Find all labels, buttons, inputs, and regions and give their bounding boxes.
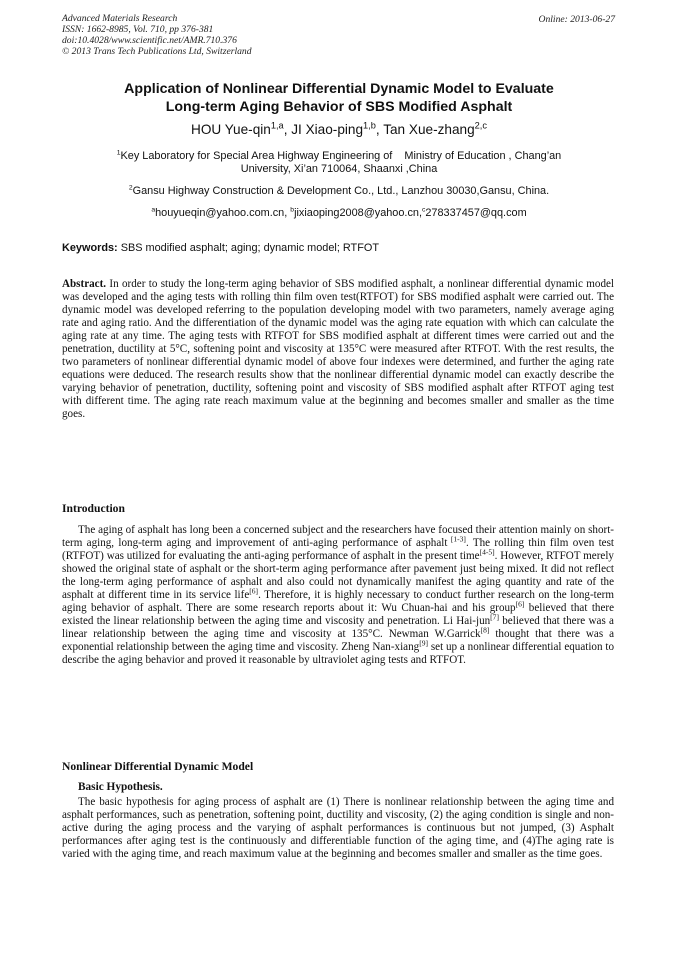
introduction-body <box>62 524 614 668</box>
author-affil-sup: 1,a <box>270 120 284 131</box>
email-address[interactable]: 278337457@qq.com <box>425 207 527 219</box>
title-line-2: Long-term Aging Behavior of SBS Modified Asphalt <box>165 98 513 115</box>
email-sup: b <box>290 206 295 214</box>
section-heading-model: Nonlinear Differential Dynamic Model <box>62 760 254 773</box>
introduction-paragraph <box>62 524 614 668</box>
intro-text: The aging of asphalt has long been a concerned subject and the researchers have focused their attention mainly on short-term aging, long-term aging and improvement of anti-aging performance of asphalt <box>62 524 614 550</box>
abstract <box>62 278 614 422</box>
author-name: JI Xiao-ping <box>291 122 364 137</box>
issn-line: ISSN: 1662-8985, Vol. 710, pp 376-381 <box>62 23 214 35</box>
journal-name: Advanced Materials Research <box>62 13 178 24</box>
title-line-1: Application of Nonlinear Differential Dynamic Model to Evaluate <box>124 81 554 97</box>
citation-ref[interactable]: [7] <box>490 612 499 622</box>
intro-text: believed that there existed the linear relationship between the aging time and viscosity and penetration. Li Hai-jun <box>62 602 614 628</box>
author-affil-sup: 1,b <box>363 120 376 131</box>
affiliation-line: University, Xi’an 710064, Shaanxi ,China <box>240 163 438 176</box>
copyright-line: © 2013 Trans Tech Publications Ltd, Switzerland <box>62 45 252 57</box>
intro-text: set up a nonlinear differential equation to describe the aging behavior and proved it reasonable by ultraviolet aging tests and RTFOT. <box>62 641 614 667</box>
affiliation-sup: 1 <box>116 149 121 157</box>
email-sup: a <box>151 206 156 214</box>
abstract-text: In order to study the long-term aging behavior of SBS modified asphalt, a nonlinear differential dynamic model was developed and the aging tests with rolling thin film oven test(RTFOT) for SBS modified asphalt were carried out. The dynamic model was developed referring to the population developing model with two parameters, namely average aging rate and aging ratio. And the differentiation of the dynamic model was the aging rate equation with which can calculate the aging rate at any time. The aging tests with RTFOT for SBS modified asphalt at different times were carried out and the penetration, ductility at 5°C, softening point and viscosity at 135°C were measured after RTFOT. With the rest results, the two parameters of nonlinear differential dynamic model of above four indexes were determined, and further the aging rate equations were deduced. The research results show that the nonlinear differential dynamic model can exactly describe the varying behavior of penetration, ductility, softening point and viscosity of SBS modified asphalt after RTFOT aging test with different time. The aging rate reach maximum value at the beginning and becomes smaller and smaller as the time goes. <box>62 278 614 421</box>
affiliation-line: Key Laboratory for Special Area Highway Engineering of Ministry of Education , Chang’an <box>120 150 562 162</box>
section-heading-introduction: Introduction <box>62 502 125 515</box>
citation-ref[interactable]: [6] <box>249 586 259 596</box>
citation-ref[interactable]: [1-3] <box>447 534 466 544</box>
subsection-heading-hypothesis: Basic Hypothesis. <box>78 781 163 793</box>
keywords-text: SBS modified asphalt; aging; dynamic model; RTFOT <box>117 242 379 254</box>
email-sup: c <box>421 206 426 214</box>
email-address[interactable]: houyueqin@yahoo.com.cn, <box>155 207 291 219</box>
author-affil-sup: 2,c <box>474 120 487 131</box>
citation-ref[interactable]: [6] <box>515 599 525 609</box>
intro-text: . The rolling thin film oven test (RTFOT) was utilized for evaluating the anti-aging performance of asphalt in the present time <box>62 537 614 563</box>
hypothesis-paragraph: The basic hypothesis for aging process of asphalt are (1) There is nonlinear relationship between the aging time and asphalt performances, such as penetration, softening point, ductility and viscosity, (2) the aging condition is single and non-active during the aging process and the varying of asphalt performances is continuous but not jumped, (3) Asphalt performances after aging test is the continuously and differentiable function of the aging time, and (4)The aging rate is varied with the aging time, and reach maximum value at the beginning and becomes smaller and smaller as the time goes. <box>62 796 614 861</box>
author-name: Tan Xue-zhang <box>383 122 475 137</box>
author-separator: , <box>283 122 292 137</box>
email-address[interactable]: jixiaoping2008@yahoo.cn, <box>294 207 422 219</box>
online-date: Online: 2013-06-27 <box>538 14 615 25</box>
affiliation-2 <box>62 185 616 198</box>
citation-ref[interactable]: [4-5] <box>479 547 495 557</box>
email-line <box>62 207 616 220</box>
author-name: HOU Yue-qin <box>191 122 271 137</box>
intro-text: thought that there was a exponential relationship between the aging time and viscosity. Zheng Nan-xiang <box>62 628 615 654</box>
intro-text: . However, RTFOT merely showed the original state of asphalt or the short-term aging performance after pavement just being mixed. It did not reflect the long-term aging performance of asphalt and also could not dynamically manifest the aging quantity and rate of the asphalt at different time in its service life <box>62 550 614 602</box>
affiliation-line: Gansu Highway Construction & Development Co., Ltd., Lanzhou 30030,Gansu, China. <box>132 185 550 197</box>
intro-text: . Therefore, it is highly necessary to conduct further research on the long-term aging behavior of asphalt. There are some research reports about it: Wu Chuan-hai and his group <box>62 589 614 615</box>
affiliation-1 <box>62 150 616 177</box>
author-separator: , <box>375 122 384 137</box>
paper-title <box>62 81 616 116</box>
keywords-label: Keywords: <box>62 242 118 254</box>
model-body <box>62 796 614 861</box>
abstract-label: Abstract. <box>62 278 107 290</box>
citation-ref[interactable]: [9] <box>419 638 428 648</box>
affiliation-sup: 2 <box>128 184 133 192</box>
citation-ref[interactable]: [8] <box>480 625 490 635</box>
author-list <box>62 122 616 138</box>
doi-line[interactable]: doi:10.4028/www.scientific.net/AMR.710.376 <box>62 34 237 46</box>
keywords <box>62 242 616 255</box>
journal-header <box>62 14 252 58</box>
intro-text: believed that there was a linear relationship between the aging time and viscosity at 135°C. Newman W.Garrick <box>62 615 614 641</box>
